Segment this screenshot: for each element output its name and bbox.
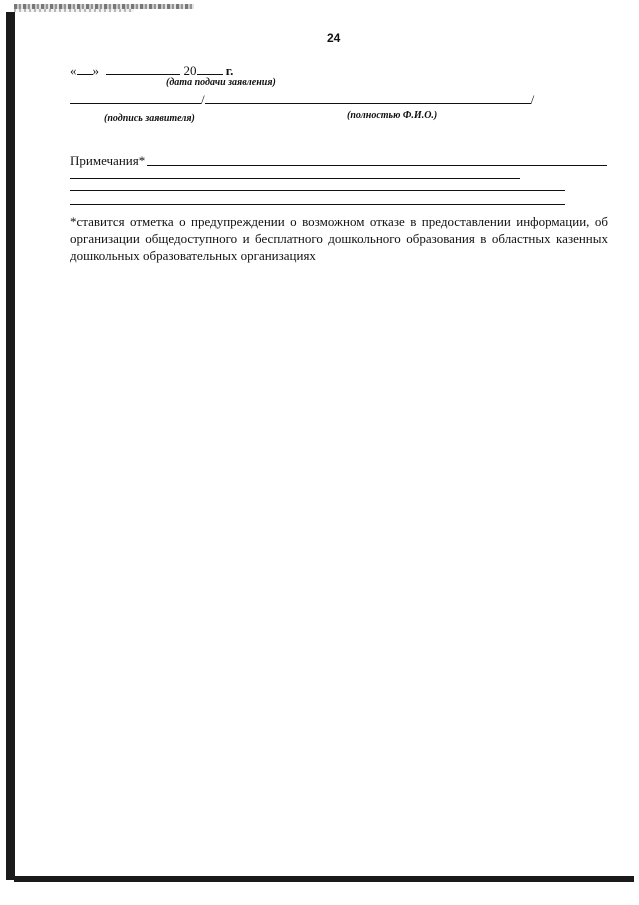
- fio-caption: (полностью Ф.И.О.): [347, 110, 438, 121]
- signature-caption: (подпись заявителя): [104, 113, 195, 124]
- signature-line: [70, 92, 534, 108]
- notes-line-4[interactable]: [70, 204, 565, 205]
- notes-line-1[interactable]: [147, 165, 607, 166]
- day-blank[interactable]: [77, 63, 93, 75]
- signature-blank[interactable]: [70, 92, 201, 104]
- year-blank[interactable]: [197, 63, 223, 75]
- fio-blank[interactable]: [205, 92, 531, 104]
- notes-label: Примечания*: [70, 153, 146, 168]
- month-blank[interactable]: [106, 63, 180, 75]
- scan-bottom-edge: [14, 876, 634, 882]
- scan-top-noise-2: [14, 9, 134, 12]
- page-number: 24: [327, 31, 341, 45]
- date-caption: (дата подачи заявления): [166, 77, 276, 88]
- notes-line-2[interactable]: [70, 178, 520, 179]
- open-quote: «: [70, 63, 77, 78]
- year-suffix: г.: [225, 63, 234, 78]
- close-quote: »: [92, 63, 99, 78]
- footnote: *ставится отметка о предупреждении о возможном отказе в предоставлении информации, об организации общедоступного и бесплатного дошкольного образования в областных казенных дошкольных образовательных организациях: [70, 214, 608, 263]
- signature-separator: /: [201, 92, 205, 107]
- scan-left-edge: [6, 12, 15, 880]
- notes-line-3[interactable]: [70, 190, 565, 191]
- signature-end: /: [530, 92, 535, 107]
- year-prefix: 20: [183, 63, 197, 78]
